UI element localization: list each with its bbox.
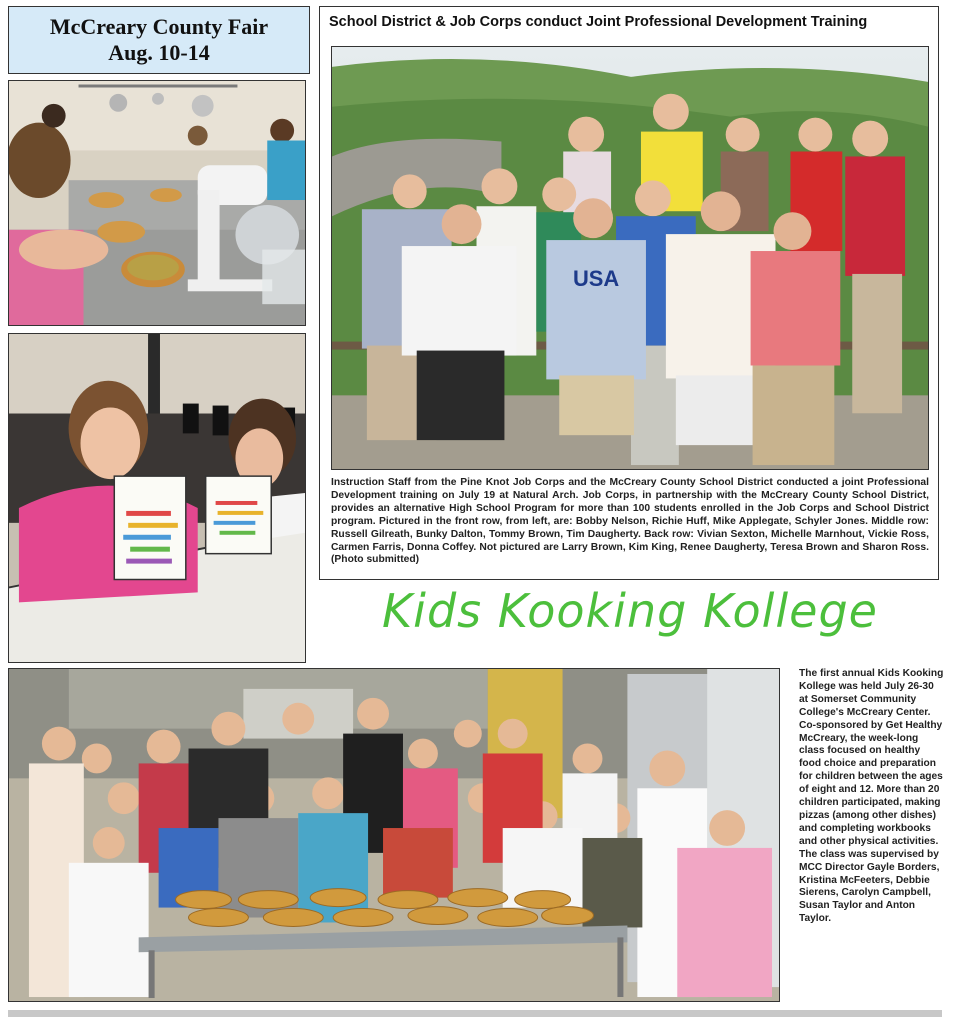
girls-workbook-photo xyxy=(8,333,306,663)
job-corps-caption: Instruction Staff from the Pine Knot Job Corps and the McCreary County School District conducted a joint Professional Development training on July 19 at Natural Arch. Job Corps, in partnership with the McCreary County School District, provides an alternative High School Program for more than 100 students enrolled in the Job Corps and School District program. Pictured in the front row, from left, are: Bobby Nelson, Richie Huff, Mike Applegate, Schyler Jones. Middle row: Russell Gilreath, Bunky Dalton, Tommy Brown, Tim Daugherty. Back row: Vivian Sexton, Michelle Marnhout, Vickie Ross, Carmen Farris, Donna Coffey. Not pictured are Larry Brown, Kim King, Renee Daugherty, Teresa Brown and Sharon Ross. (Photo submitted) xyxy=(331,477,929,566)
fair-dates: Aug. 10-14 xyxy=(108,40,210,65)
bottom-rule xyxy=(8,1010,942,1017)
kids-kooking-group-photo xyxy=(8,668,780,1002)
kids-kooking-title: Kids Kooking Kollege xyxy=(382,584,878,638)
kids-kooking-body: The first annual Kids Kooking Kollege was held July 26-30 at Somerset Community College's McCreary Center. Co-sponsored by Get Healthy McCreary, the week-long class focused on healthy food choice and preparation for children between the ages of eight and 12. More than 20 children participated, making pizzas (among other dishes) and completing workbooks and other physical activities. The class was supervised by MCC Director Gayle Borders, Kristina McFeeters, Debbie Sierens, Carolyn Campbell, Susan Taylor and Anton Taylor. xyxy=(799,668,944,925)
kitchen-mixer-photo xyxy=(8,80,306,326)
job-corps-article xyxy=(319,6,939,580)
fair-title: McCreary County Fair xyxy=(49,14,269,39)
usa-shirt-text: USA xyxy=(572,265,620,291)
job-corps-group-photo xyxy=(331,46,929,470)
fair-announcement-box xyxy=(8,6,310,74)
job-corps-headline: School District & Job Corps conduct Joint Professional Development Training xyxy=(329,14,868,30)
